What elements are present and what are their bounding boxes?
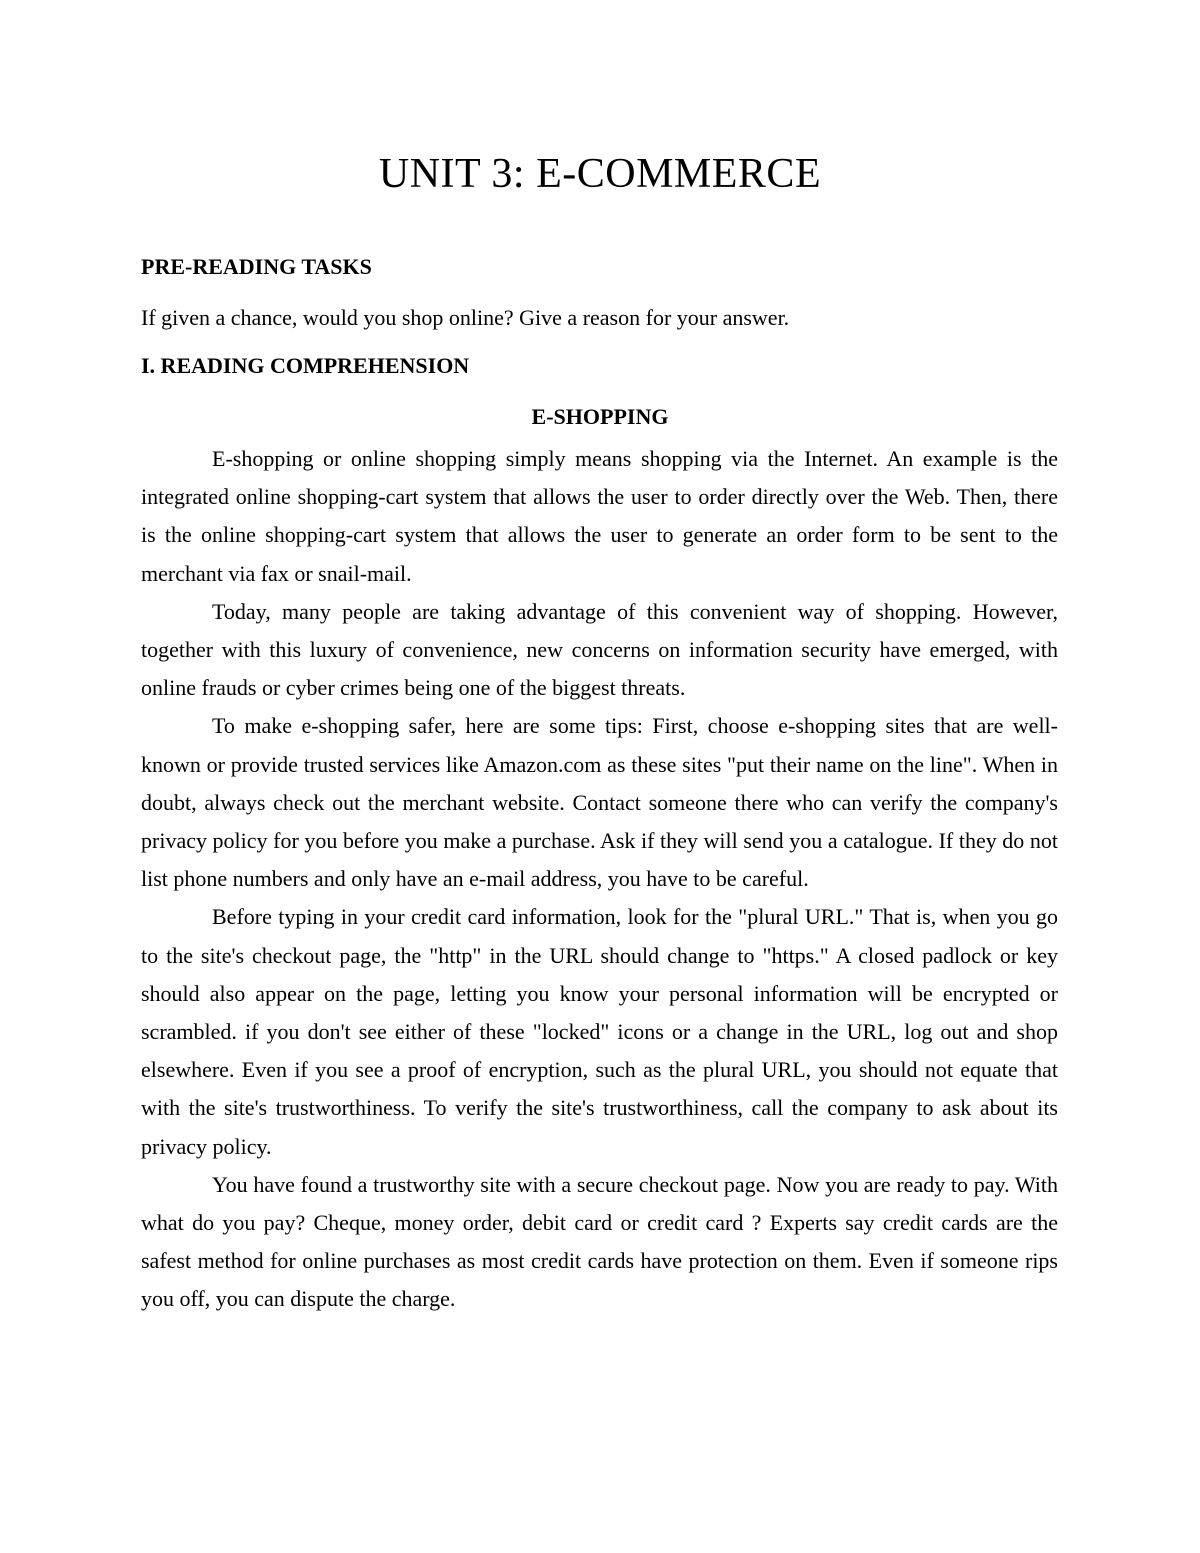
paragraph: To make e-shopping safer, here are some tips: First, choose e-shopping sites that are well-known or provide trusted services like Amazon.com as these sites "put their name on the line". When in doubt, always check out the merchant website. Contact someone there who can verify the company's privacy policy for you before you make a purchase. Ask if they will send you a catalogue. If they do not list phone numbers and only have an e-mail address, you have to be careful. bbox=[141, 713, 1058, 892]
paragraph: You have found a trustworthy site with a secure checkout page. Now you are ready to pay. With what do you pay? Cheque, money order, debit card or credit card ? Experts say credit cards are the safest method for online purchases as most credit cards have protection on them. Even if someone rips you off, you can dispute the charge. bbox=[141, 1171, 1058, 1312]
paragraph: Before typing in your credit card information, look for the "plural URL." That is, when you go to the site's checkout page, the "http" in the URL should change to "https." A closed padlock or key should also appear on the page, letting you know your personal information will be encrypted or scrambled. if you don't see either of these "locked" icons or a change in the URL, log out and shop elsewhere. Even if you see a proof of encryption, such as the plural URL, you should not equate that with the site's trustworthiness. To verify the site's trustworthiness, call the company to ask about its privacy policy. bbox=[141, 904, 1058, 1159]
article-title: E-SHOPPING bbox=[531, 404, 669, 429]
pre-reading-heading: PRE-READING TASKS bbox=[141, 254, 372, 279]
article-body bbox=[141, 440, 1058, 1319]
paragraph: E-shopping or online shopping simply means shopping via the Internet. An example is the integrated online shopping-cart system that allows the user to order directly over the Web. Then, there is the online shopping-cart system that allows the user to generate an order form to be sent to the merchant via fax or snail-mail. bbox=[141, 446, 1058, 586]
unit-title: UNIT 3: E-COMMERCE bbox=[378, 151, 822, 197]
reading-comprehension-heading: I. READING COMPREHENSION bbox=[141, 353, 470, 378]
pre-reading-question: If given a chance, would you shop online? Give a reason for your answer. bbox=[141, 305, 790, 330]
paragraph: Today, many people are taking advantage of this convenient way of shopping. However, together with this luxury of convenience, new concerns on information security have emerged, with online frauds or cyber crimes being one of the biggest threats. bbox=[141, 598, 1058, 701]
